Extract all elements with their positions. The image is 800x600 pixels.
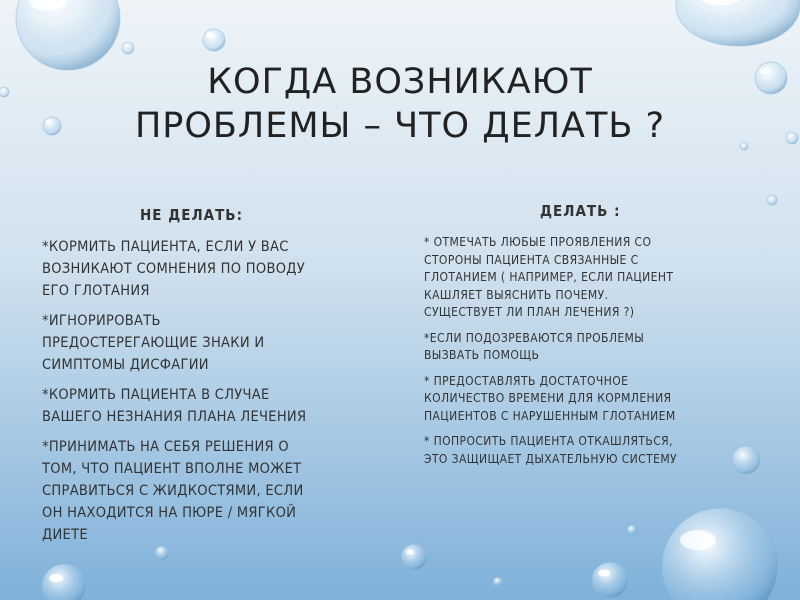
text-line: *ИГНОРИРОВАТЬ [42, 313, 161, 329]
drop-bottom-right-medium [592, 562, 628, 598]
dont-item [42, 436, 372, 546]
do-item [424, 234, 754, 322]
drop-bottom-center [401, 544, 427, 570]
dont-item [42, 310, 372, 376]
text-line: ВАШЕГО НЕЗНАНИЯ ПЛАНА ЛЕЧЕНИЯ [42, 409, 307, 425]
title-line: ПРОБЛЕМЫ – ЧТО ДЕЛАТЬ ? [134, 106, 666, 146]
text-line: *ПРИНИМАТЬ НА СЕБЯ РЕШЕНИЯ О [42, 439, 289, 455]
do-heading: ДЕЛАТЬ : [540, 202, 621, 220]
drop-top-center [203, 29, 225, 51]
drop-right-medium [755, 62, 787, 94]
drop-bottom-right-small [627, 525, 637, 535]
drop-right-small-2 [740, 142, 748, 150]
text-line: *КОРМИТЬ ПАЦИЕНТА, ЕСЛИ У ВАС [42, 239, 289, 255]
drop-left-edge [0, 87, 9, 97]
text-line: ПАЦИЕНТОВ С НАРУШЕННЫМ ГЛОТАНИЕМ [424, 408, 676, 423]
text-line: СУЩЕСТВУЕТ ЛИ ПЛАН ЛЕЧЕНИЯ ?) [424, 305, 635, 319]
dont-item [42, 384, 372, 428]
text-line: * ПОПРОСИТЬ ПАЦИЕНТА ОТКАШЛЯТЬСЯ, [424, 434, 673, 448]
text-line: ВОЗНИКАЮТ СОМНЕНИЯ ПО ПОВОДУ [42, 261, 306, 277]
text-line: *КОРМИТЬ ПАЦИЕНТА В СЛУЧАЕ [42, 387, 270, 403]
text-line: СТОРОНЫ ПАЦИЕНТА СВЯЗАННЫЕ С [424, 252, 639, 267]
text-line: ЕГО ГЛОТАНИЯ [42, 283, 150, 299]
text-line: *ЕСЛИ ПОДОЗРЕВАЮТСЯ ПРОБЛЕМЫ [424, 330, 645, 345]
text-line: КОЛИЧЕСТВО ВРЕМЕНИ ДЛЯ КОРМЛЕНИЯ [424, 391, 672, 405]
drop-top-left-small [122, 42, 134, 54]
drop-right-small-3 [767, 195, 777, 205]
text-line: ТОМ, ЧТО ПАЦИЕНТ ВПОЛНЕ МОЖЕТ [42, 461, 302, 477]
dont-column [42, 206, 372, 554]
text-line: ОН НАХОДИТСЯ НА ПЮРЕ / МЯГКОЙ [42, 505, 297, 521]
drop-left-mid [43, 117, 61, 135]
dont-item [42, 236, 372, 302]
text-line: СИМПТОМЫ ДИСФАГИИ [42, 357, 209, 373]
do-column [424, 202, 754, 476]
slide-title [90, 60, 710, 148]
text-line: КАШЛЯЕТ ВЫЯСНИТЬ ПОЧЕМУ. [424, 287, 609, 302]
do-item [424, 330, 754, 365]
do-item [424, 433, 754, 468]
text-line: ЭТО ЗАЩИЩАЕТ ДЫХАТЕЛЬНУЮ СИСТЕМУ [424, 451, 678, 466]
title-line: КОГДА ВОЗНИКАЮТ [207, 62, 593, 102]
text-line: * ПРЕДОСТАВЛЯТЬ ДОСТАТОЧНОЕ [424, 373, 629, 388]
text-line: ПРЕДОСТЕРЕГАЮЩИЕ ЗНАКИ И [42, 335, 265, 351]
text-line: ДИЕТЕ [42, 527, 88, 543]
drop-right-small-1 [786, 132, 798, 144]
text-line: * ОТМЕЧАТЬ ЛЮБЫЕ ПРОЯВЛЕНИЯ СО [424, 235, 652, 249]
dont-heading: НЕ ДЕЛАТЬ: [140, 206, 243, 224]
drop-bottom-center-small [493, 577, 503, 587]
do-item [424, 373, 754, 426]
text-line: ГЛОТАНИЕМ ( НАПРИМЕР, ЕСЛИ ПАЦИЕНТ [424, 270, 674, 284]
text-line: ВЫЗВАТЬ ПОМОЩЬ [424, 348, 540, 362]
text-line: СПРАВИТЬСЯ С ЖИДКОСТЯМИ, ЕСЛИ [42, 483, 304, 499]
